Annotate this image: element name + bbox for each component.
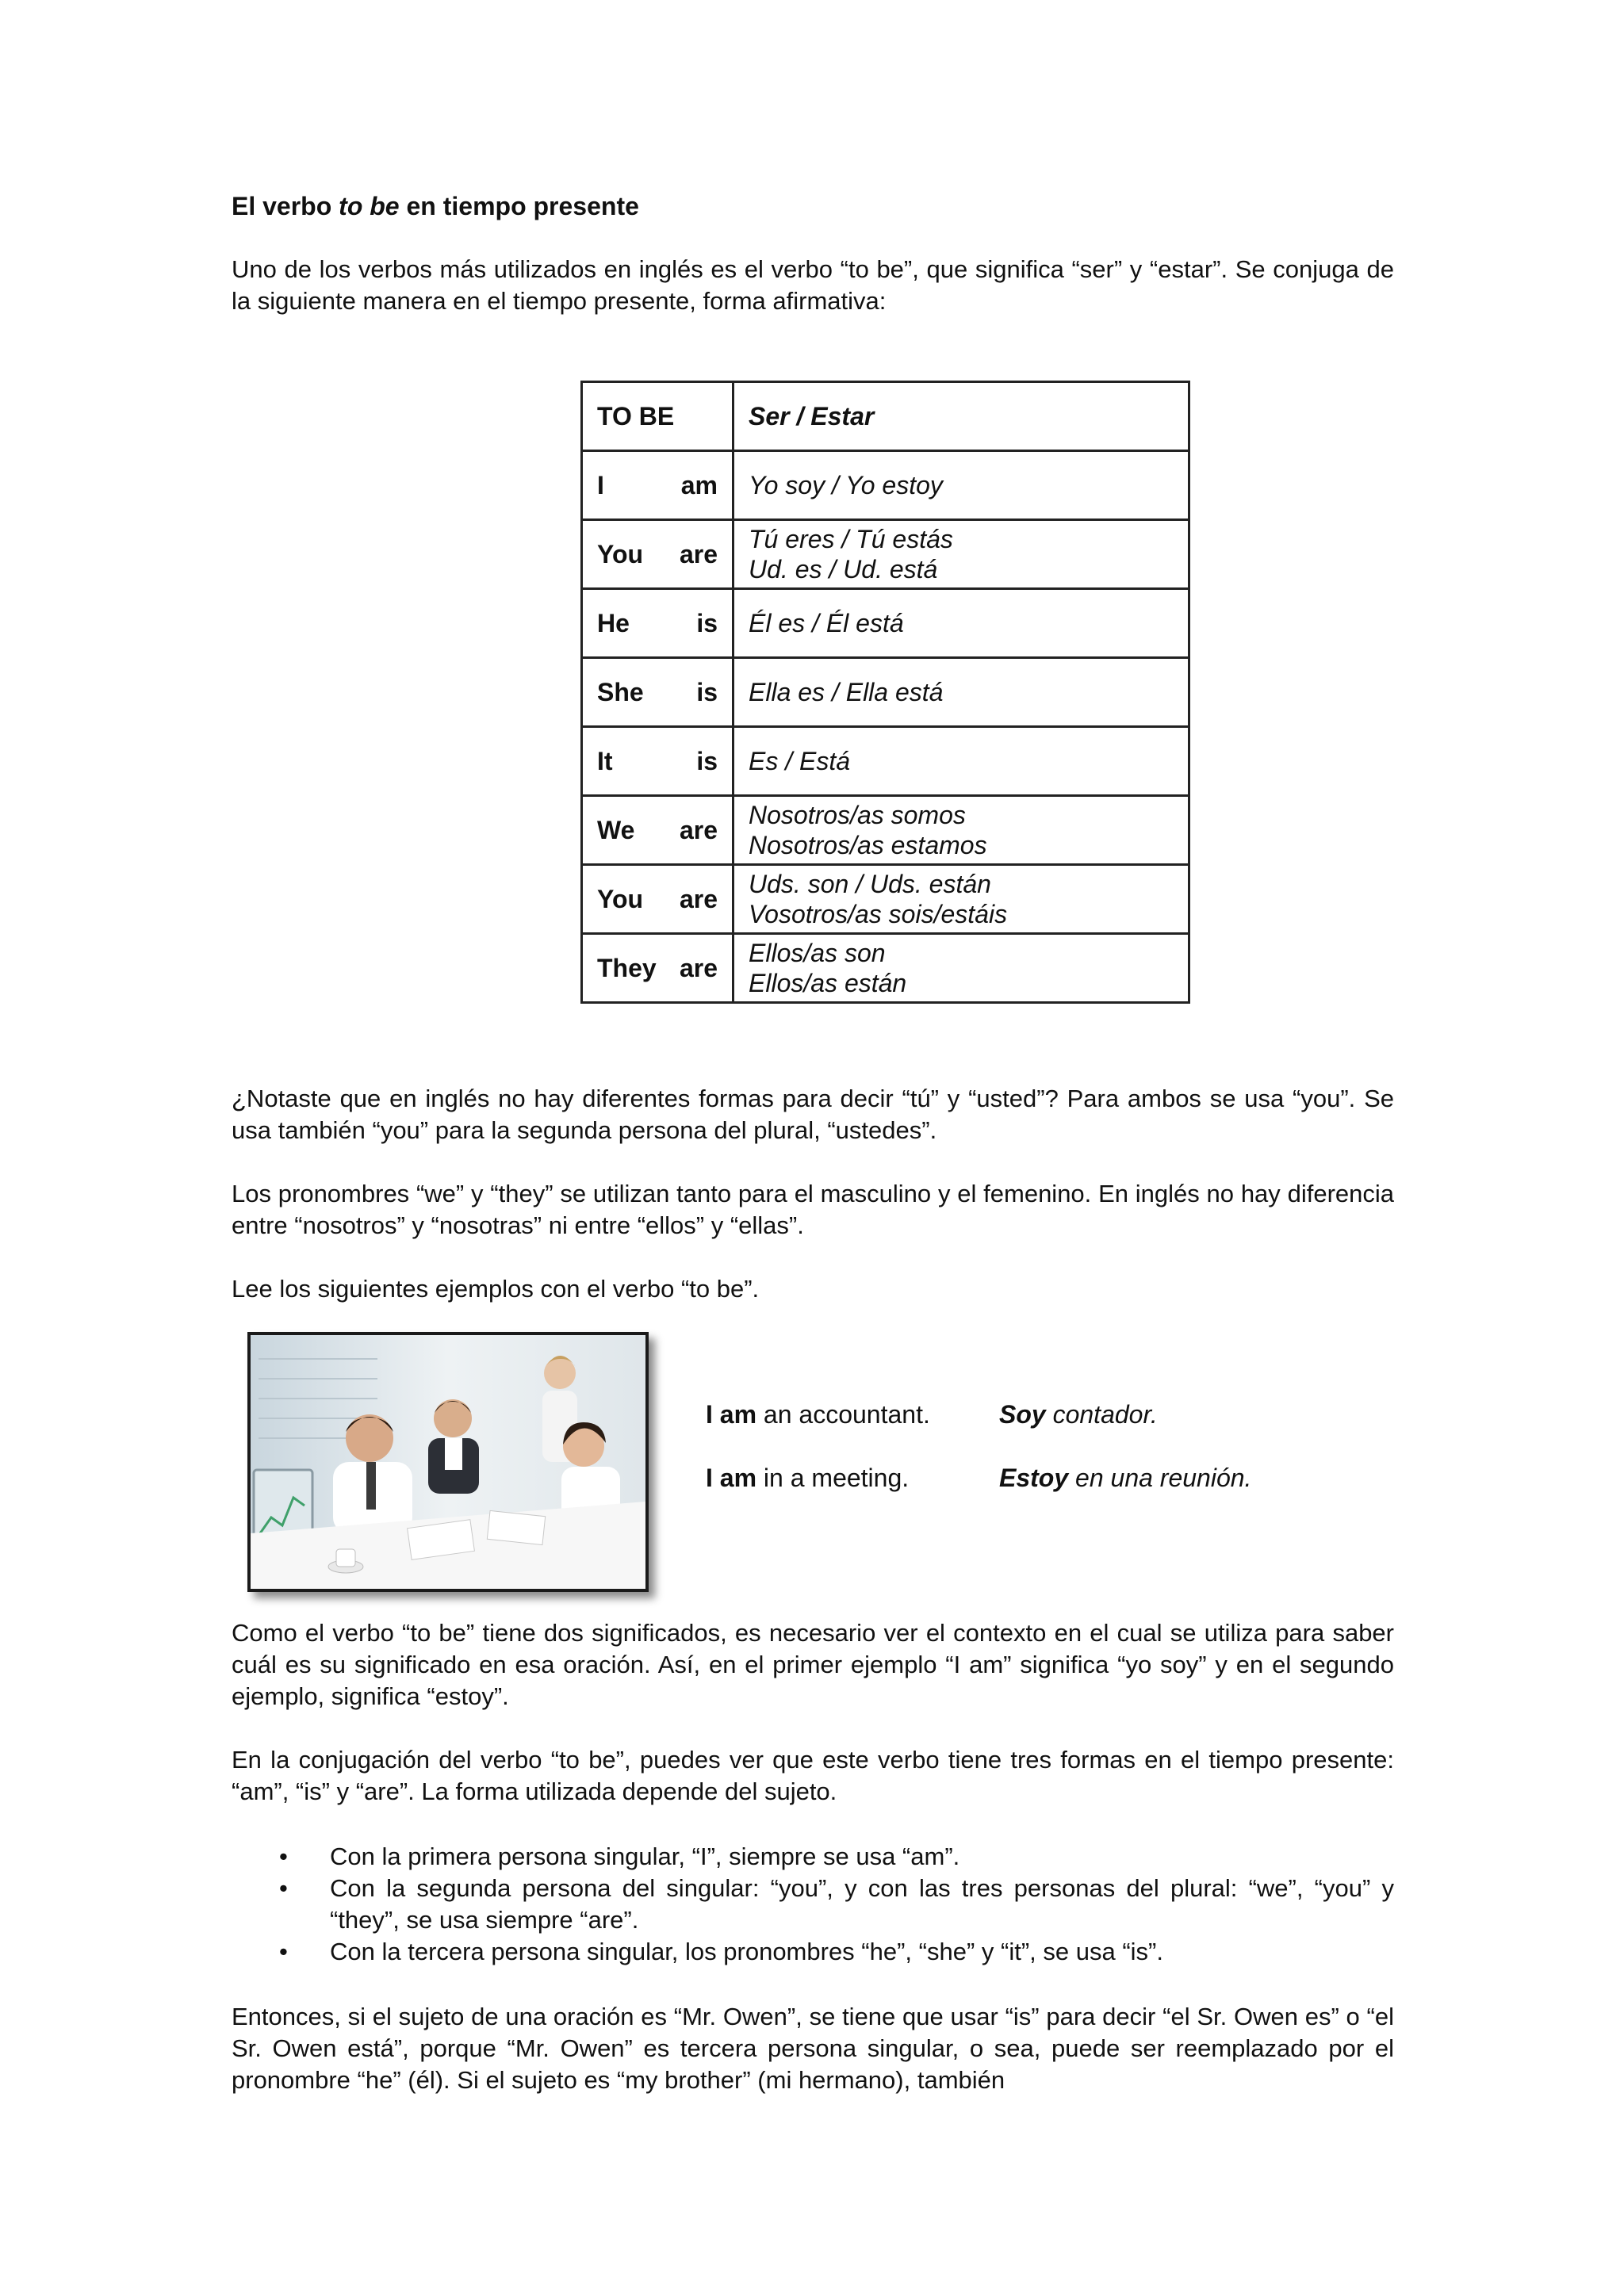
header-left: TO BE <box>582 382 733 451</box>
translation: Ellos/as son <box>749 939 886 967</box>
conjugacion-paragraph: En la conjugación del verbo “to be”, puedes ver que este verbo tiene tres formas en el tiempo presente: “am”, “is” y “are”. La forma utilizada depende del sujeto. <box>232 1746 1394 1805</box>
list-item: • Con la primera persona singular, “I”, siempre se usa “am”. <box>232 1841 1394 1873</box>
example-en-2: I am in a meeting. <box>706 1464 910 1492</box>
entonces-paragraph: Entonces, si el sujeto de una oración es “Mr. Owen”, se tiene que usar “is” para decir “el Sr. Owen es” o “el Sr. Owen está”, porque “Mr. Owen” es tercera persona singular, o sea, puede ser reemplazado por el pronombre “he” (él). Si el sujeto es “my brother” (mi hermano), también <box>232 2003 1394 2094</box>
example-es-1: Soy contador. <box>999 1400 1158 1429</box>
translation: Uds. son / Uds. están <box>749 870 991 898</box>
notaste-paragraph: ¿Notaste que en inglés no hay diferentes formas para decir “tú” y “usted”? Para ambos se usa “you”. Se usa también “you” para la segunda persona del plural, “ustedes”. <box>232 1085 1394 1144</box>
verb-form: are <box>679 540 718 568</box>
como-paragraph: Como el verbo “to be” tiene dos significados, es necesario ver el contexto en el cual se utiliza para saber cuál es su significado en esa oración. Así, en el primer ejemplo “I am” significa “yo soy” y en el segundo ejemplo, significa “estoy”. <box>232 1619 1394 1710</box>
pronoun: You <box>597 540 644 568</box>
translation: Es / Está <box>749 747 851 775</box>
list-item: • Con la tercera persona singular, los pronombres “he”, “she” y “it”, se usa “is”. <box>232 1936 1394 1968</box>
verb-form: are <box>679 816 718 844</box>
translation-2: Ellos/as están <box>749 969 907 997</box>
translation: Ella es / Ella está <box>749 678 944 706</box>
list-item: • Con la segunda persona del singular: “you”, y con las tres personas del plural: “we”, “you” y “they”, se usa siempre “are”. <box>232 1873 1394 1936</box>
table-header-row <box>582 382 1189 451</box>
example-es-2: Estoy en una reunión. <box>999 1464 1252 1492</box>
translation-2: Vosotros/as sois/estáis <box>749 900 1008 928</box>
table-row <box>582 451 1189 520</box>
pronoun: She <box>597 678 644 706</box>
pronombres-paragraph: Los pronombres “we” y “they” se utilizan tanto para el masculino y el femenino. En inglés no hay diferencia entre “nosotros” y “nosotras” ni entre “ellos” y “ellas”. <box>232 1180 1394 1239</box>
pronoun: They <box>597 954 657 982</box>
verb-form: is <box>696 609 718 637</box>
verb-form: are <box>679 954 718 982</box>
translation: Él es / Él está <box>749 609 904 637</box>
verb-form: is <box>696 678 718 706</box>
pronoun: We <box>597 816 635 844</box>
translation: Yo soy / Yo estoy <box>749 471 943 499</box>
translation: Tú eres / Tú estás <box>749 525 953 553</box>
pronoun: I <box>597 471 604 499</box>
lee-paragraph: Lee los siguientes ejemplos con el verbo “to be”. <box>232 1275 760 1303</box>
translation: Nosotros/as somos <box>749 801 966 829</box>
pronoun: You <box>597 885 644 913</box>
table-row <box>582 727 1189 796</box>
table-row <box>582 934 1189 1003</box>
header-right: Ser / Estar <box>733 382 1189 451</box>
page-title: El verbo to be en tiempo presente <box>232 192 639 220</box>
pronoun: He <box>597 609 630 637</box>
translation-2: Ud. es / Ud. está <box>749 555 938 584</box>
example-en-1: I am an accountant. <box>706 1400 930 1429</box>
table-row <box>582 865 1189 934</box>
verb-form: are <box>679 885 718 913</box>
pronoun: It <box>597 747 613 775</box>
verb-form: is <box>696 747 718 775</box>
verb-form: am <box>680 471 718 499</box>
table-row <box>582 589 1189 658</box>
translation-2: Nosotros/as estamos <box>749 831 987 859</box>
conjugation-table <box>580 381 1190 1004</box>
intro-paragraph: Uno de los verbos más utilizados en inglés es el verbo “to be”, que significa “ser” y “estar”. Se conjuga de la siguiente manera en el tiempo presente, forma afirmativa: <box>232 255 1394 315</box>
table-row <box>582 520 1189 589</box>
rules-list <box>232 1841 1394 1968</box>
meeting-photo <box>247 1332 649 1592</box>
table-row <box>582 658 1189 727</box>
table-row <box>582 796 1189 865</box>
